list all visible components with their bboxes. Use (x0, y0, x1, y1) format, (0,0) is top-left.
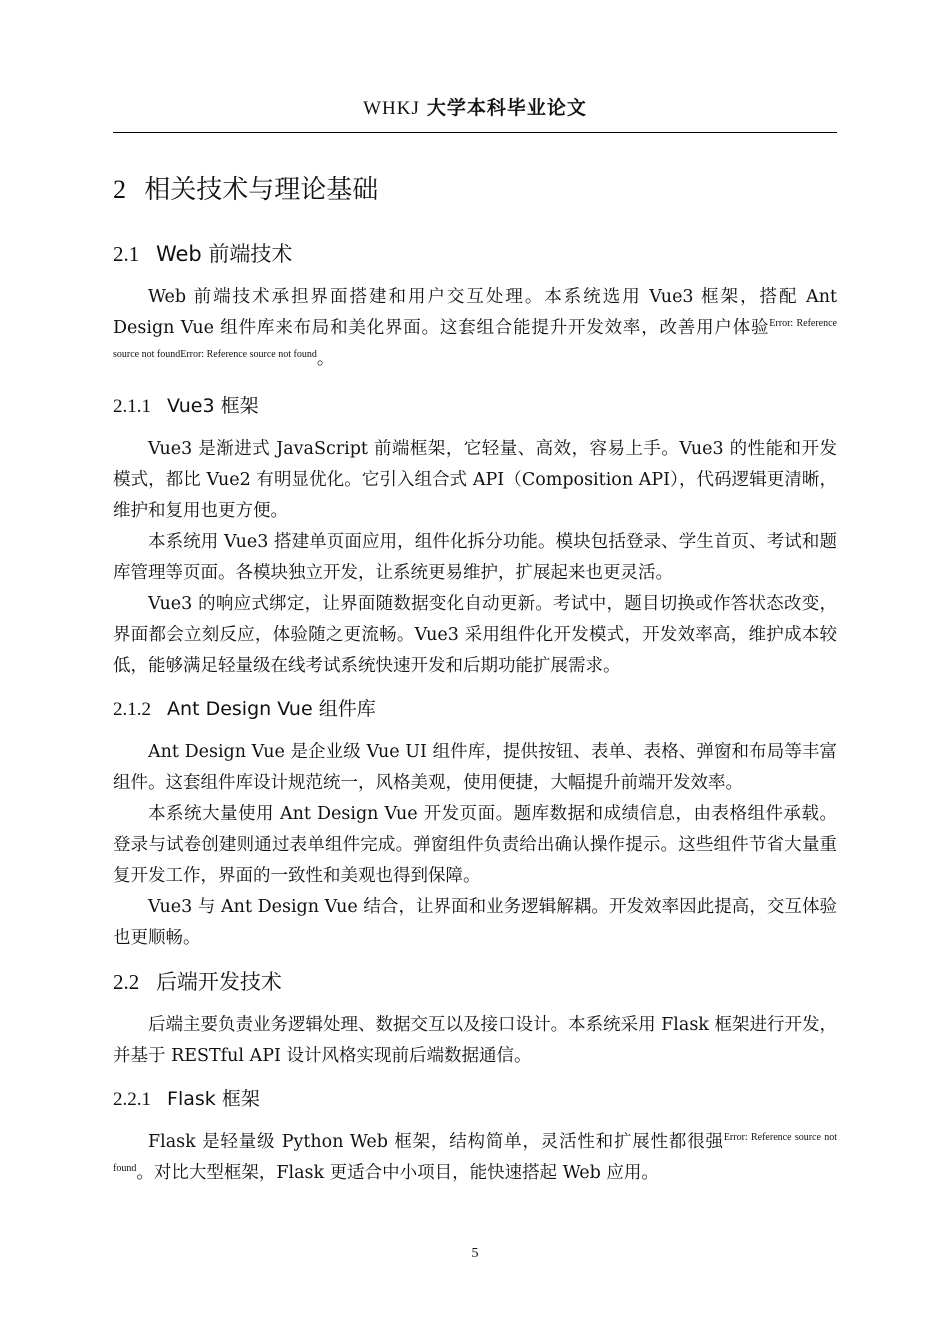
section-number: 2.2.1 (113, 1089, 151, 1110)
section-number: 2.1.2 (113, 699, 151, 720)
paragraph: Vue3 与 Ant Design Vue 结合，让界面和业务逻辑解耦。开发效率因此提高，交互体验也更顺畅。 (113, 897, 837, 948)
section-heading-2-2 (113, 964, 837, 1000)
paragraph-text: Flask 是轻量级 Python Web 框架，结构简单，灵活性和扩展性都很强 (148, 1132, 724, 1152)
section-title: Vue3 框架 (167, 395, 259, 417)
section-heading-2-1-2 (113, 692, 837, 727)
section-heading-2-2-1 (113, 1082, 837, 1117)
header-latin: WHKJ (363, 98, 420, 119)
paragraph: Vue3 是渐进式 JavaScript 前端框架，它轻量、高效，容易上手。Vue3 的性能和开发模式，都比 Vue2 有明显优化。它引入组合式 API（Composition API），代码逻辑更清晰，维护和复用也更方便。 (113, 439, 837, 521)
header-rule (113, 132, 837, 133)
paragraph-end: 。对比大型框架，Flask 更适合中小项目，能快速搭起 Web 应用。 (136, 1163, 659, 1183)
section-number: 2.2 (113, 970, 140, 994)
paragraph-text: Web 前端技术承担界面搭建和用户交互处理。本系统选用 Vue3 框架，搭配 Ant Design Vue 组件库来布局和美化界面。这套组合能提升开发效率，改善用户体验 (113, 287, 837, 338)
section-number: 2.1 (113, 242, 140, 266)
header-title: 大学本科毕业论文 (426, 97, 587, 119)
section-title: Ant Design Vue 组件库 (167, 698, 376, 720)
paragraph (113, 282, 837, 375)
page-content (113, 168, 837, 1189)
paragraph: Vue3 的响应式绑定，让界面随数据变化自动更新。考试中，题目切换或作答状态改变，界面都会立刻反应，体验随之更流畅。Vue3 采用组件化开发模式，开发效率高，维护成本较低，能够满足轻量级在线考试系统快速开发和后期功能扩展需求。 (113, 594, 837, 676)
page-number: 5 (471, 1246, 479, 1261)
reference-error: Error: Reference source not found (113, 1132, 838, 1175)
section-heading-2-1 (113, 236, 837, 272)
section-title: Flask 框架 (167, 1088, 260, 1110)
reference-error: Error: Reference source not foundError: Reference source not found (113, 318, 837, 361)
paragraph-end: 。 (316, 349, 335, 369)
section-title: 后端开发技术 (155, 970, 282, 994)
chapter-heading (113, 168, 837, 212)
chapter-number: 2 (113, 175, 126, 204)
paragraph: 本系统用 Vue3 搭建单页面应用，组件化拆分功能。模块包括登录、学生首页、考试和题库管理等页面。各模块独立开发，让系统更易维护，扩展起来也更灵活。 (113, 532, 837, 583)
running-header (113, 93, 837, 120)
section-heading-2-1-1 (113, 389, 837, 424)
paragraph: 本系统大量使用 Ant Design Vue 开发页面。题库数据和成绩信息，由表格组件承载。登录与试卷创建则通过表单组件完成。弹窗组件负责给出确认操作提示。这些组件节省大量重复开发工作，界面的一致性和美观也得到保障。 (113, 804, 837, 886)
section-title: Web 前端技术 (155, 242, 293, 266)
paragraph: 后端主要负责业务逻辑处理、数据交互以及接口设计。本系统采用 Flask 框架进行开发，并基于 RESTful API 设计风格实现前后端数据通信。 (113, 1015, 837, 1066)
paragraph (113, 1127, 837, 1189)
paragraph: Ant Design Vue 是企业级 Vue UI 组件库，提供按钮、表单、表格、弹窗和布局等丰富组件。这套组件库设计规范统一，风格美观，使用便捷，大幅提升前端开发效率。 (113, 742, 837, 793)
section-number: 2.1.1 (113, 396, 151, 417)
chapter-title: 相关技术与理论基础 (144, 175, 379, 205)
